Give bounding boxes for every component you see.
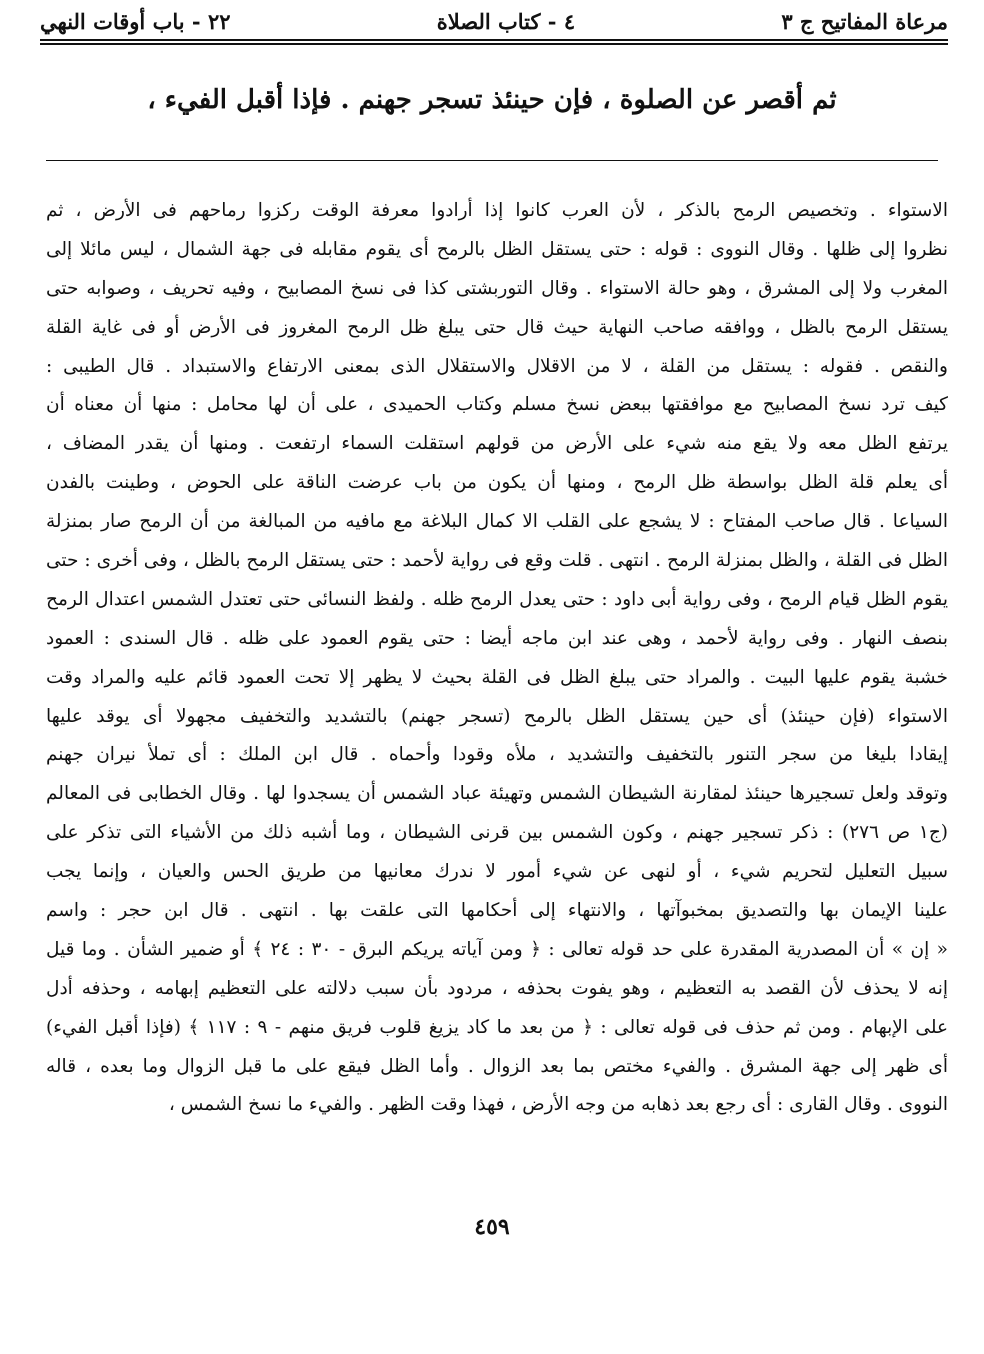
commentary-line: النووى . وقال القارى : أى رجع بعد ذهابه من وجه الأرض ، فهذا وقت الظهر . والفيء ما نسخ الشمس ،	[168, 1094, 948, 1116]
header-rule-top	[40, 39, 948, 41]
commentary-line: أى يعلم قلة الظل بواسطة ظل الرمح ، ومنها أن يكون من باب عرضت الناقة على الحوض ، وطينت بالفدن	[46, 472, 948, 494]
commentary-line: إيقادا بليغا من سجر التنور بالتخفيف والتشديد ، ملأه وقودا وأحماه . قال ابن الملك : أى تملأ نيران جهنم	[46, 744, 948, 766]
commentary-line: بنصف النهار . وفى رواية لأحمد ، وهى عند ابن ماجه أيضا : حتى يقوم العمود على ظله . قال السندى : العمود	[46, 627, 948, 649]
commentary-line: خشبة يقوم عليها البيت . والمراد حتى يبلغ الظل فى القلة بحيث لا يظهر إلا تحت العمود قائم عليه والمراد وقت	[46, 666, 948, 688]
commentary-line: المغرب ولا إلى المشرق ، وهو حالة الاستواء . وقال التوربشتى كذا فى نسخ المصابيح ، وفيه تحريف ، وصوابه حتى	[46, 277, 948, 299]
commentary-line: علينا الإيمان بها والتصديق بمخبوآتها ، والانتهاء إلى أحكامها التى علقت بها . انتهى . قال ابن حجر : واسم	[46, 900, 948, 922]
hadith-text: ثم أقصر عن الصلوة ، فإن حينئذ تسجر جهنم . فإذا أقبل الفيء ،	[147, 85, 837, 115]
commentary-line: إنه لا يحذف لأن القصد به التعظيم ، وهو يفوت بحذفه ، مردود بأن سبب دلالته على التعظيم إبهامه ، وحذفه أدل	[46, 977, 948, 999]
commentary-line: نظروا إلى ظلها . وقال النووى : قوله : حتى يستقل الظل بالرمح أى يقوم مقابله فى جهة الشمال ، ليس مائلا إلى	[46, 238, 948, 260]
book-section: ٤ - كتاب الصلاة	[436, 8, 576, 34]
commentary-line: على الإبهام . ومن ثم حذف فى قوله تعالى : ﴿ من بعد ما كاد يزيغ قلوب فريق منهم - ٩ : ١١٧ ﴾ (فإذا أقبل الفيء)	[46, 1016, 948, 1038]
commentary-line: السياعا . قال صاحب المفتاح : لا يشجع على القلب الا كمال البلاغة مع مافيه من المبالغة من أن الرمح صار بمنزلة	[46, 511, 948, 533]
commentary-line: الاستواء (فإن حينئذ) أى حين يستقل الظل بالرمح (تسجر جهنم) بالتشديد والتخفيف مجهولا أى يوقد عليها	[46, 705, 948, 727]
section-divider	[46, 160, 938, 161]
book-title: مرعاة المفاتيح ج ٣	[781, 8, 948, 34]
commentary-line: الظل فى القلة ، والظل بمنزلة الرمح . انتهى . قلت وقع فى رواية لأحمد : حتى يستقل الرمح بالظل ، وفى أخرى : حتى	[46, 550, 948, 572]
commentary-line: كيف ترد نسخ المصابيح مع موافقتها ببعض نسخ مسلم وكتاب الحميدى ، على أن لها محامل : منها أن معناه أن	[46, 394, 948, 416]
commentary-line: أى ظهر إلى جهة المشرق . والفيء مختص بما بعد الزوال . وأما الظل فيقع على ما قبل الزوال وما بعده ، قاله	[46, 1055, 948, 1077]
running-header	[40, 6, 948, 36]
chapter-title: ٢٢ - باب أوقات النهي	[40, 8, 231, 34]
commentary-line: وتوقد ولعل تسجيرها حينئذ لمقارنة الشيطان الشمس وتهيئة عباد الشمس أن يسجدوا لها . وقال الخطابى فى المعالم	[46, 783, 948, 805]
header-rule-bottom	[40, 43, 948, 45]
page-number: ٤٥٩	[474, 1214, 510, 1240]
commentary-line: يستقل الرمح بالظل ، ووافقه صاحب النهاية حيث قال حتى يبلغ ظل الرمح المغروز فى الأرض أو فى غاية القلة	[46, 316, 948, 338]
commentary-line: يقوم الظل قيام الرمح ، وفى رواية أبى داود : حتى يعدل الرمح ظله . ولفظ النسائى حتى تعتدل الشمس اعتدال الرمح	[46, 588, 948, 610]
commentary-line: يرتفع الظل معه ولا يقع منه شيء على الأرض من قولهم استقلت السماء ارتفعت . ومنها أن يقدر المضاف ،	[46, 433, 948, 455]
commentary-line: والنقص . فقوله : يستقل من القلة ، لا من الاقلال والاستقلال الذى بمعنى الارتفاع والاستبداد . قال الطيبى :	[46, 355, 948, 377]
commentary-line: (ج١ ص ٢٧٦) : ذكر تسجير جهنم ، وكون الشمس بين قرنى الشيطان ، وما أشبه ذلك من الأشياء التى تذكر على	[46, 822, 948, 844]
commentary-line: سبيل التعليل لتحريم شيء ، أو لنهى عن شيء أمور لا ندرك معانيها من طريق الحس والعيان ، وإنما يجب	[46, 861, 948, 883]
commentary-line: « إن » أن المصدرية المقدرة على حد قوله تعالى : ﴿ ومن آياته يريكم البرق - ٣٠ : ٢٤ ﴾ أو ضمير الشأن . وما قيل	[46, 938, 948, 960]
commentary-text	[46, 192, 948, 1125]
commentary-line: الاستواء . وتخصيص الرمح بالذكر ، لأن العرب كانوا إذا أرادوا معرفة الوقت ركزوا رماحهم فى الأرض ، ثم	[46, 200, 948, 221]
